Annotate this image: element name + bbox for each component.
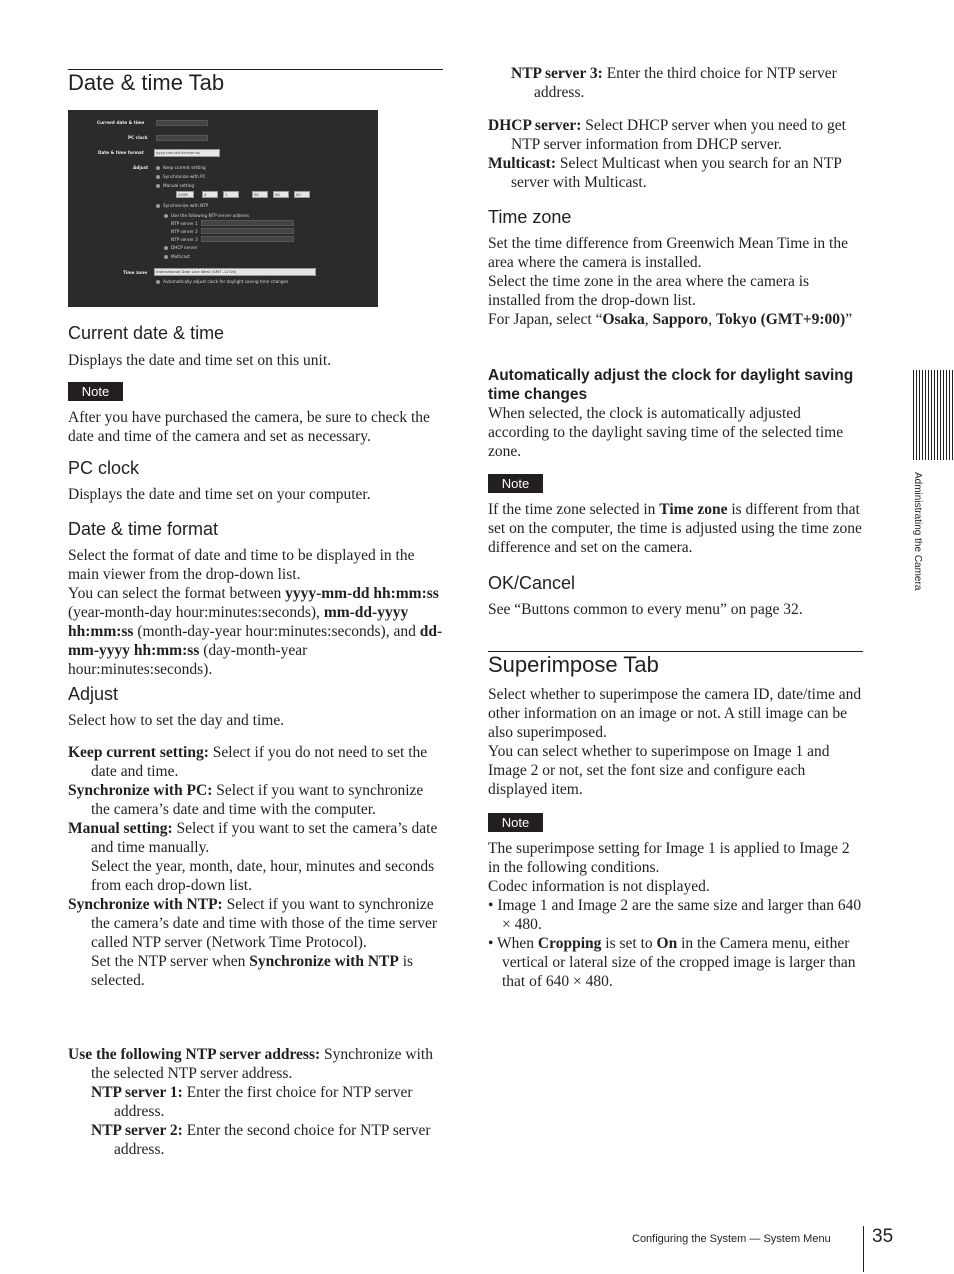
- item-ntp-server-2: NTP server 2: Enter the second choice for NTP server address.: [91, 1122, 431, 1158]
- shot-ntp1-label: NTP server 1: [171, 221, 198, 226]
- shot-date-select: 1: [223, 191, 239, 198]
- heading-date-time-format: Date & time format: [68, 519, 219, 539]
- footer-divider: [863, 1226, 864, 1272]
- note-text-purchase: After you have purchased the camera, be sure to check the date and time of the camera and set as necessary.: [68, 409, 430, 445]
- footer-section: Configuring the System — System Menu: [632, 1233, 831, 1245]
- shot-label-current: Current date & time: [97, 120, 145, 125]
- shot-radio: [164, 246, 168, 250]
- shot-ntp2-field: [201, 228, 294, 234]
- shot-radio: [156, 166, 160, 170]
- item-sync-ntp: Synchronize with NTP: Select if you want to synchronize the camera’s date and time with those of the time server called NTP server (Network Time Protocol).: [68, 896, 438, 951]
- note-codec-text: Codec information is not displayed.: [488, 878, 710, 895]
- item-manual: Manual setting: Select if you want to set the camera’s date and time manually.: [68, 820, 438, 856]
- format-text-2: You can select the format between yyyy-mm-dd hh:mm:ss (year-month-day hour:minutes:seconds), mm-dd-yyyy hh:mm:ss (month-day-year hour:minutes:seconds), and dd-mm-yyyy hh:mm:ss (day-month-year hour:minutes:seconds).: [68, 585, 443, 678]
- shot-ntp1-field: [201, 220, 294, 226]
- heading-pc-clock: PC clock: [68, 458, 140, 478]
- heading-adjust: Adjust: [68, 684, 119, 704]
- side-tab-label: Administrating the Camera: [912, 472, 923, 591]
- heading-time-zone: Time zone: [488, 207, 572, 227]
- page-number: 35: [872, 1226, 894, 1247]
- note-bullet-1: • Image 1 and Image 2 are the same size and larger than 640 × 480.: [488, 897, 862, 933]
- shot-second-select: 00: [294, 191, 310, 198]
- adjust-options-list: [68, 743, 443, 990]
- shot-radio: [156, 204, 160, 208]
- shot-ntp3-label: NTP server 3: [171, 237, 198, 242]
- text-current-date-time: Displays the date and time set on this unit.: [68, 352, 332, 369]
- text-auto-adjust: When selected, the clock is automatically adjusted according to the daylight saving time of the selected time zone.: [488, 405, 844, 460]
- super-text-1: Select whether to superimpose the camera ID, date/time and other information on an image or not. A still image can be also superimposed.: [488, 686, 862, 741]
- shot-ntp-use: Use the following NTP server address: [171, 213, 250, 218]
- note-super-text: The superimpose setting for Image 1 is applied to Image 2 in the following conditions.: [488, 840, 850, 876]
- shot-opt-keep: Keep current setting: [163, 165, 206, 170]
- shot-hour-select: 00: [252, 191, 268, 198]
- shot-radio: [156, 175, 160, 179]
- tz-text-2: Select the time zone in the area where the camera is installed from the drop-down list.: [488, 273, 810, 309]
- shot-label-pc: PC clock: [128, 135, 148, 140]
- shot-radio: [164, 255, 168, 259]
- heading-current-date-time: Current date & time: [68, 323, 225, 343]
- shot-ntp3-field: [201, 236, 294, 242]
- shot-dhcp: DHCP server: [171, 245, 198, 250]
- format-description: [68, 546, 443, 679]
- shot-label-timezone: Time zone: [123, 270, 148, 275]
- dhcp-multicast-list: [488, 116, 863, 192]
- item-sync-pc: Synchronize with PC: Select if you want to synchronize the camera’s date and time with the computer.: [68, 782, 424, 818]
- superimpose-description: [488, 685, 863, 799]
- shot-multicast: Multicast: [171, 254, 190, 259]
- format-text-1: Select the format of date and time to be displayed in the main viewer from the drop-down list.: [68, 547, 415, 583]
- text-ok-cancel: See “Buttons common to every menu” on page 32.: [488, 601, 803, 618]
- text-pc-clock: Displays the date and time set on your computer.: [68, 486, 371, 503]
- item-manual-detail: Select the year, month, date, hour, minutes and seconds from each drop-down list.: [91, 858, 435, 894]
- item-ntp-server-3: NTP server 3: Enter the third choice for NTP server address.: [511, 65, 837, 101]
- shot-radio: [156, 184, 160, 188]
- shot-timezone-select: International Date Line West (GMT -12:00): [154, 268, 316, 276]
- shot-minute-select: 00: [273, 191, 289, 198]
- shot-opt-syncntp: Synchronize with NTP: [163, 203, 209, 208]
- item-sync-ntp-detail: Set the NTP server when Synchronize with NTP is selected.: [91, 953, 414, 989]
- ntp-options-list: [68, 1045, 443, 1159]
- shot-current-field: [156, 120, 208, 126]
- note-label: Note: [488, 813, 543, 832]
- ntp-continued-list: [488, 64, 863, 102]
- heading-ok-cancel: OK/Cancel: [488, 573, 576, 593]
- note-text-time-zone: If the time zone selected in Time zone is different from that set on the computer, the time is adjusted using the time zone difference and set on the camera.: [488, 501, 862, 556]
- note-label: Note: [68, 382, 123, 401]
- text-adjust: Select how to set the day and time.: [68, 712, 285, 729]
- shot-ntp2-label: NTP server 2: [171, 229, 198, 234]
- page-title-superimpose: Superimpose Tab: [488, 652, 659, 677]
- shot-pc-field: [156, 135, 208, 141]
- shot-opt-manual: Manual setting: [163, 183, 195, 188]
- tz-text-1: Set the time difference from Greenwich Mean Time in the area where the camera is installed.: [488, 235, 848, 271]
- shot-radio: [164, 214, 168, 218]
- side-tab-stripes: [913, 370, 953, 460]
- note-superimpose: [488, 839, 863, 991]
- page-title-date-time: Date & time Tab: [68, 70, 225, 95]
- time-zone-description: [488, 234, 863, 329]
- shot-month-select: 4: [202, 191, 218, 198]
- date-time-tab-screenshot: [68, 110, 378, 307]
- shot-opt-syncpc: Synchronize with PC: [163, 174, 206, 179]
- shot-dst-label: Automatically adjust clock for daylight saving time changes: [163, 279, 289, 284]
- shot-format-select: yyyy-mm-dd hh:mm:ss: [154, 149, 220, 157]
- shot-label-format: Date & time format: [98, 150, 144, 155]
- item-multicast: Multicast: Select Multicast when you search for an NTP server with Multicast.: [488, 155, 842, 191]
- item-keep-current: Keep current setting: Select if you do not need to set the date and time.: [68, 744, 428, 780]
- note-label: Note: [488, 474, 543, 493]
- item-dhcp-server: DHCP server: Select DHCP server when you need to get NTP server information from DHCP server.: [488, 117, 846, 153]
- note-bullet-2: • When Cropping is set to On in the Camera menu, either vertical or lateral size of the cropped image is larger than that of 640 × 480.: [488, 935, 856, 990]
- tz-text-3: For Japan, select “Osaka, Sapporo, Tokyo (GMT+9:00)”: [488, 311, 853, 328]
- shot-checkbox: [156, 280, 160, 284]
- heading-auto-adjust: Automatically adjust the clock for daylight saving time changes: [488, 367, 854, 403]
- shot-year-select: 2008: [176, 191, 194, 198]
- super-text-2: You can select whether to superimpose on Image 1 and Image 2 or not, set the font size and configure each displayed item.: [488, 743, 830, 798]
- shot-label-adjust: Adjust: [133, 165, 149, 170]
- item-use-ntp-address: Use the following NTP server address: Synchronize with the selected NTP server address.: [68, 1046, 433, 1082]
- item-ntp-server-1: NTP server 1: Enter the first choice for NTP server address.: [91, 1084, 413, 1120]
